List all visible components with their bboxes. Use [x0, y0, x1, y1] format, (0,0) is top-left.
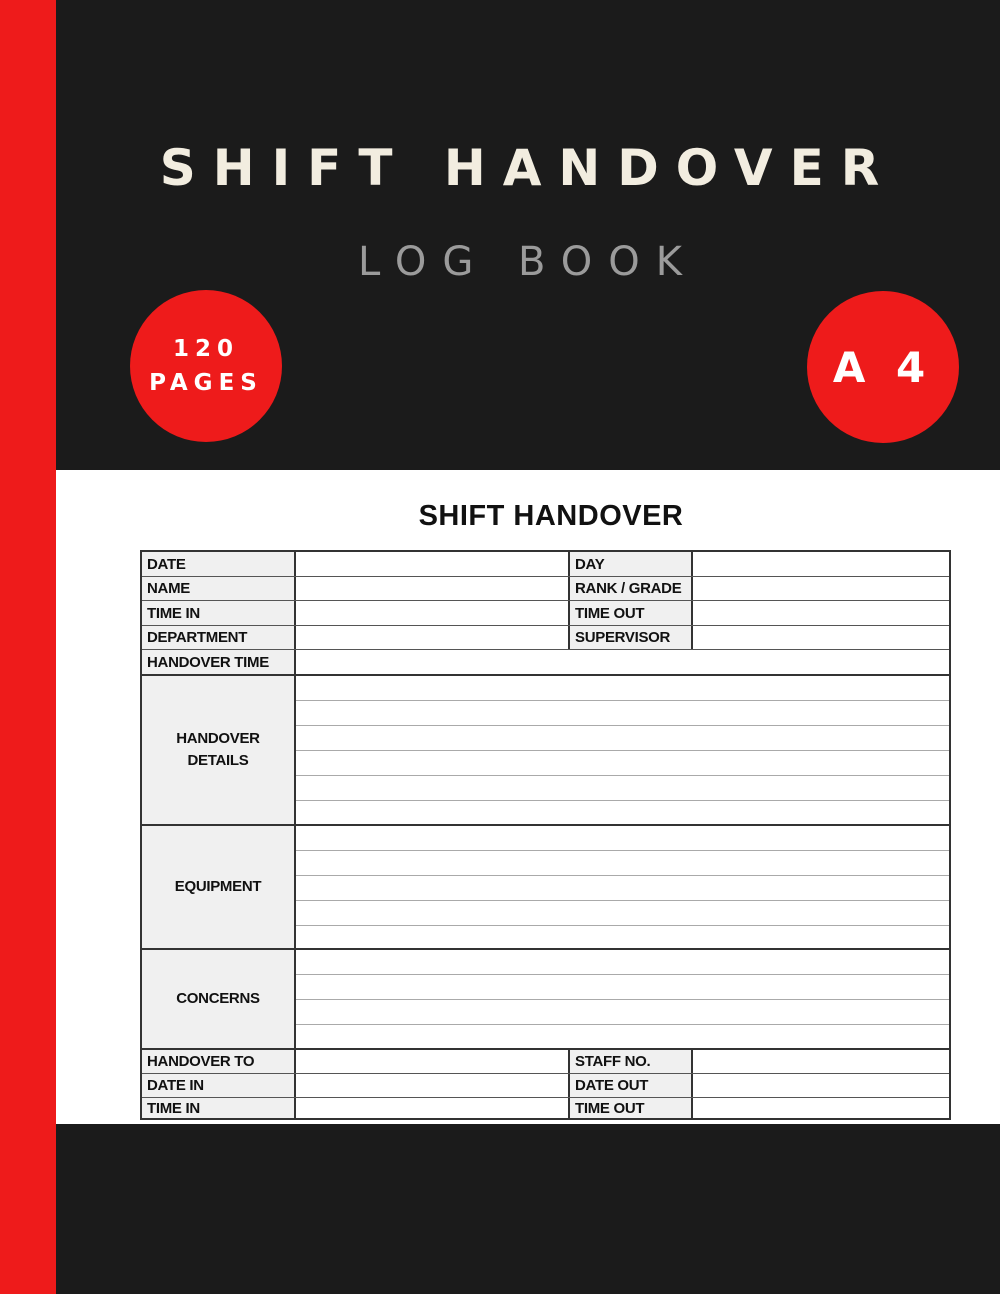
section-label-line: HANDOVER — [176, 730, 260, 747]
section-label — [142, 950, 296, 1048]
cover-title: SHIFT HANDOVER — [159, 139, 897, 197]
field-blank — [296, 1050, 568, 1073]
red-spine — [0, 0, 56, 1294]
section-label-line: CONCERNS — [176, 990, 260, 1007]
page-count-unit: PAGES — [149, 370, 263, 396]
field-label: NAME — [142, 577, 296, 600]
section-label — [142, 676, 296, 824]
field-blank — [296, 552, 568, 576]
page-count-badge — [130, 290, 282, 442]
field-label: HANDOVER TIME — [142, 650, 296, 674]
field-blank — [693, 601, 949, 625]
field-label: DATE — [142, 552, 296, 576]
ruled-line — [296, 875, 949, 876]
form-row-department — [142, 626, 949, 650]
field-blank — [296, 601, 568, 625]
section-equipment — [142, 826, 949, 950]
ruled-lines — [296, 826, 949, 948]
field-blank — [693, 1050, 949, 1073]
form-row-date-in — [142, 1074, 949, 1098]
field-blank — [296, 1074, 568, 1097]
form-row-handover-time — [142, 650, 949, 676]
field-blank — [693, 1098, 949, 1118]
field-blank — [296, 577, 568, 600]
form-row-handover-to — [142, 1050, 949, 1074]
ruled-line — [296, 974, 949, 975]
section-handover-details — [142, 676, 949, 826]
field-label: TIME IN — [142, 601, 296, 625]
ruled-lines — [296, 676, 949, 824]
paper-size-badge — [807, 291, 959, 443]
field-label: STAFF NO. — [568, 1050, 693, 1073]
field-label: SUPERVISOR — [568, 626, 693, 649]
form-row-time-in — [142, 1098, 949, 1118]
handover-form — [140, 550, 951, 1120]
ruled-line — [296, 725, 949, 726]
field-label: TIME OUT — [568, 601, 693, 625]
ruled-line — [296, 700, 949, 701]
cover-subtitle: LOG BOOK — [358, 239, 698, 285]
form-row-time — [142, 601, 949, 626]
section-label-line: EQUIPMENT — [174, 878, 262, 895]
section-concerns — [142, 950, 949, 1050]
field-blank — [693, 626, 949, 649]
field-blank — [296, 1098, 568, 1118]
field-blank — [693, 552, 949, 576]
form-row-date — [142, 552, 949, 577]
paper-size-label: A 4 — [832, 342, 934, 392]
field-label: DAY — [568, 552, 693, 576]
section-label — [142, 826, 296, 948]
ruled-line — [296, 775, 949, 776]
field-label: DEPARTMENT — [142, 626, 296, 649]
ruled-line — [296, 750, 949, 751]
section-label-line: DETAILS — [187, 752, 249, 769]
ruled-lines — [296, 950, 949, 1048]
field-label: HANDOVER TO — [142, 1050, 296, 1073]
ruled-line — [296, 925, 949, 926]
form-sheet-preview — [56, 470, 1000, 1124]
field-blank — [693, 577, 949, 600]
field-label: DATE OUT — [568, 1074, 693, 1097]
ruled-line — [296, 800, 949, 801]
ruled-line — [296, 999, 949, 1000]
field-label: TIME IN — [142, 1098, 296, 1118]
form-row-name — [142, 577, 949, 601]
sheet-title: SHIFT HANDOVER — [418, 500, 684, 532]
field-label: RANK / GRADE — [568, 577, 693, 600]
field-label: DATE IN — [142, 1074, 296, 1097]
ruled-line — [296, 850, 949, 851]
field-label: TIME OUT — [568, 1098, 693, 1118]
field-blank — [693, 1074, 949, 1097]
page-count-number: 120 — [172, 336, 239, 362]
field-blank — [296, 626, 568, 649]
ruled-line — [296, 1024, 949, 1025]
ruled-line — [296, 900, 949, 901]
field-blank — [296, 650, 949, 674]
